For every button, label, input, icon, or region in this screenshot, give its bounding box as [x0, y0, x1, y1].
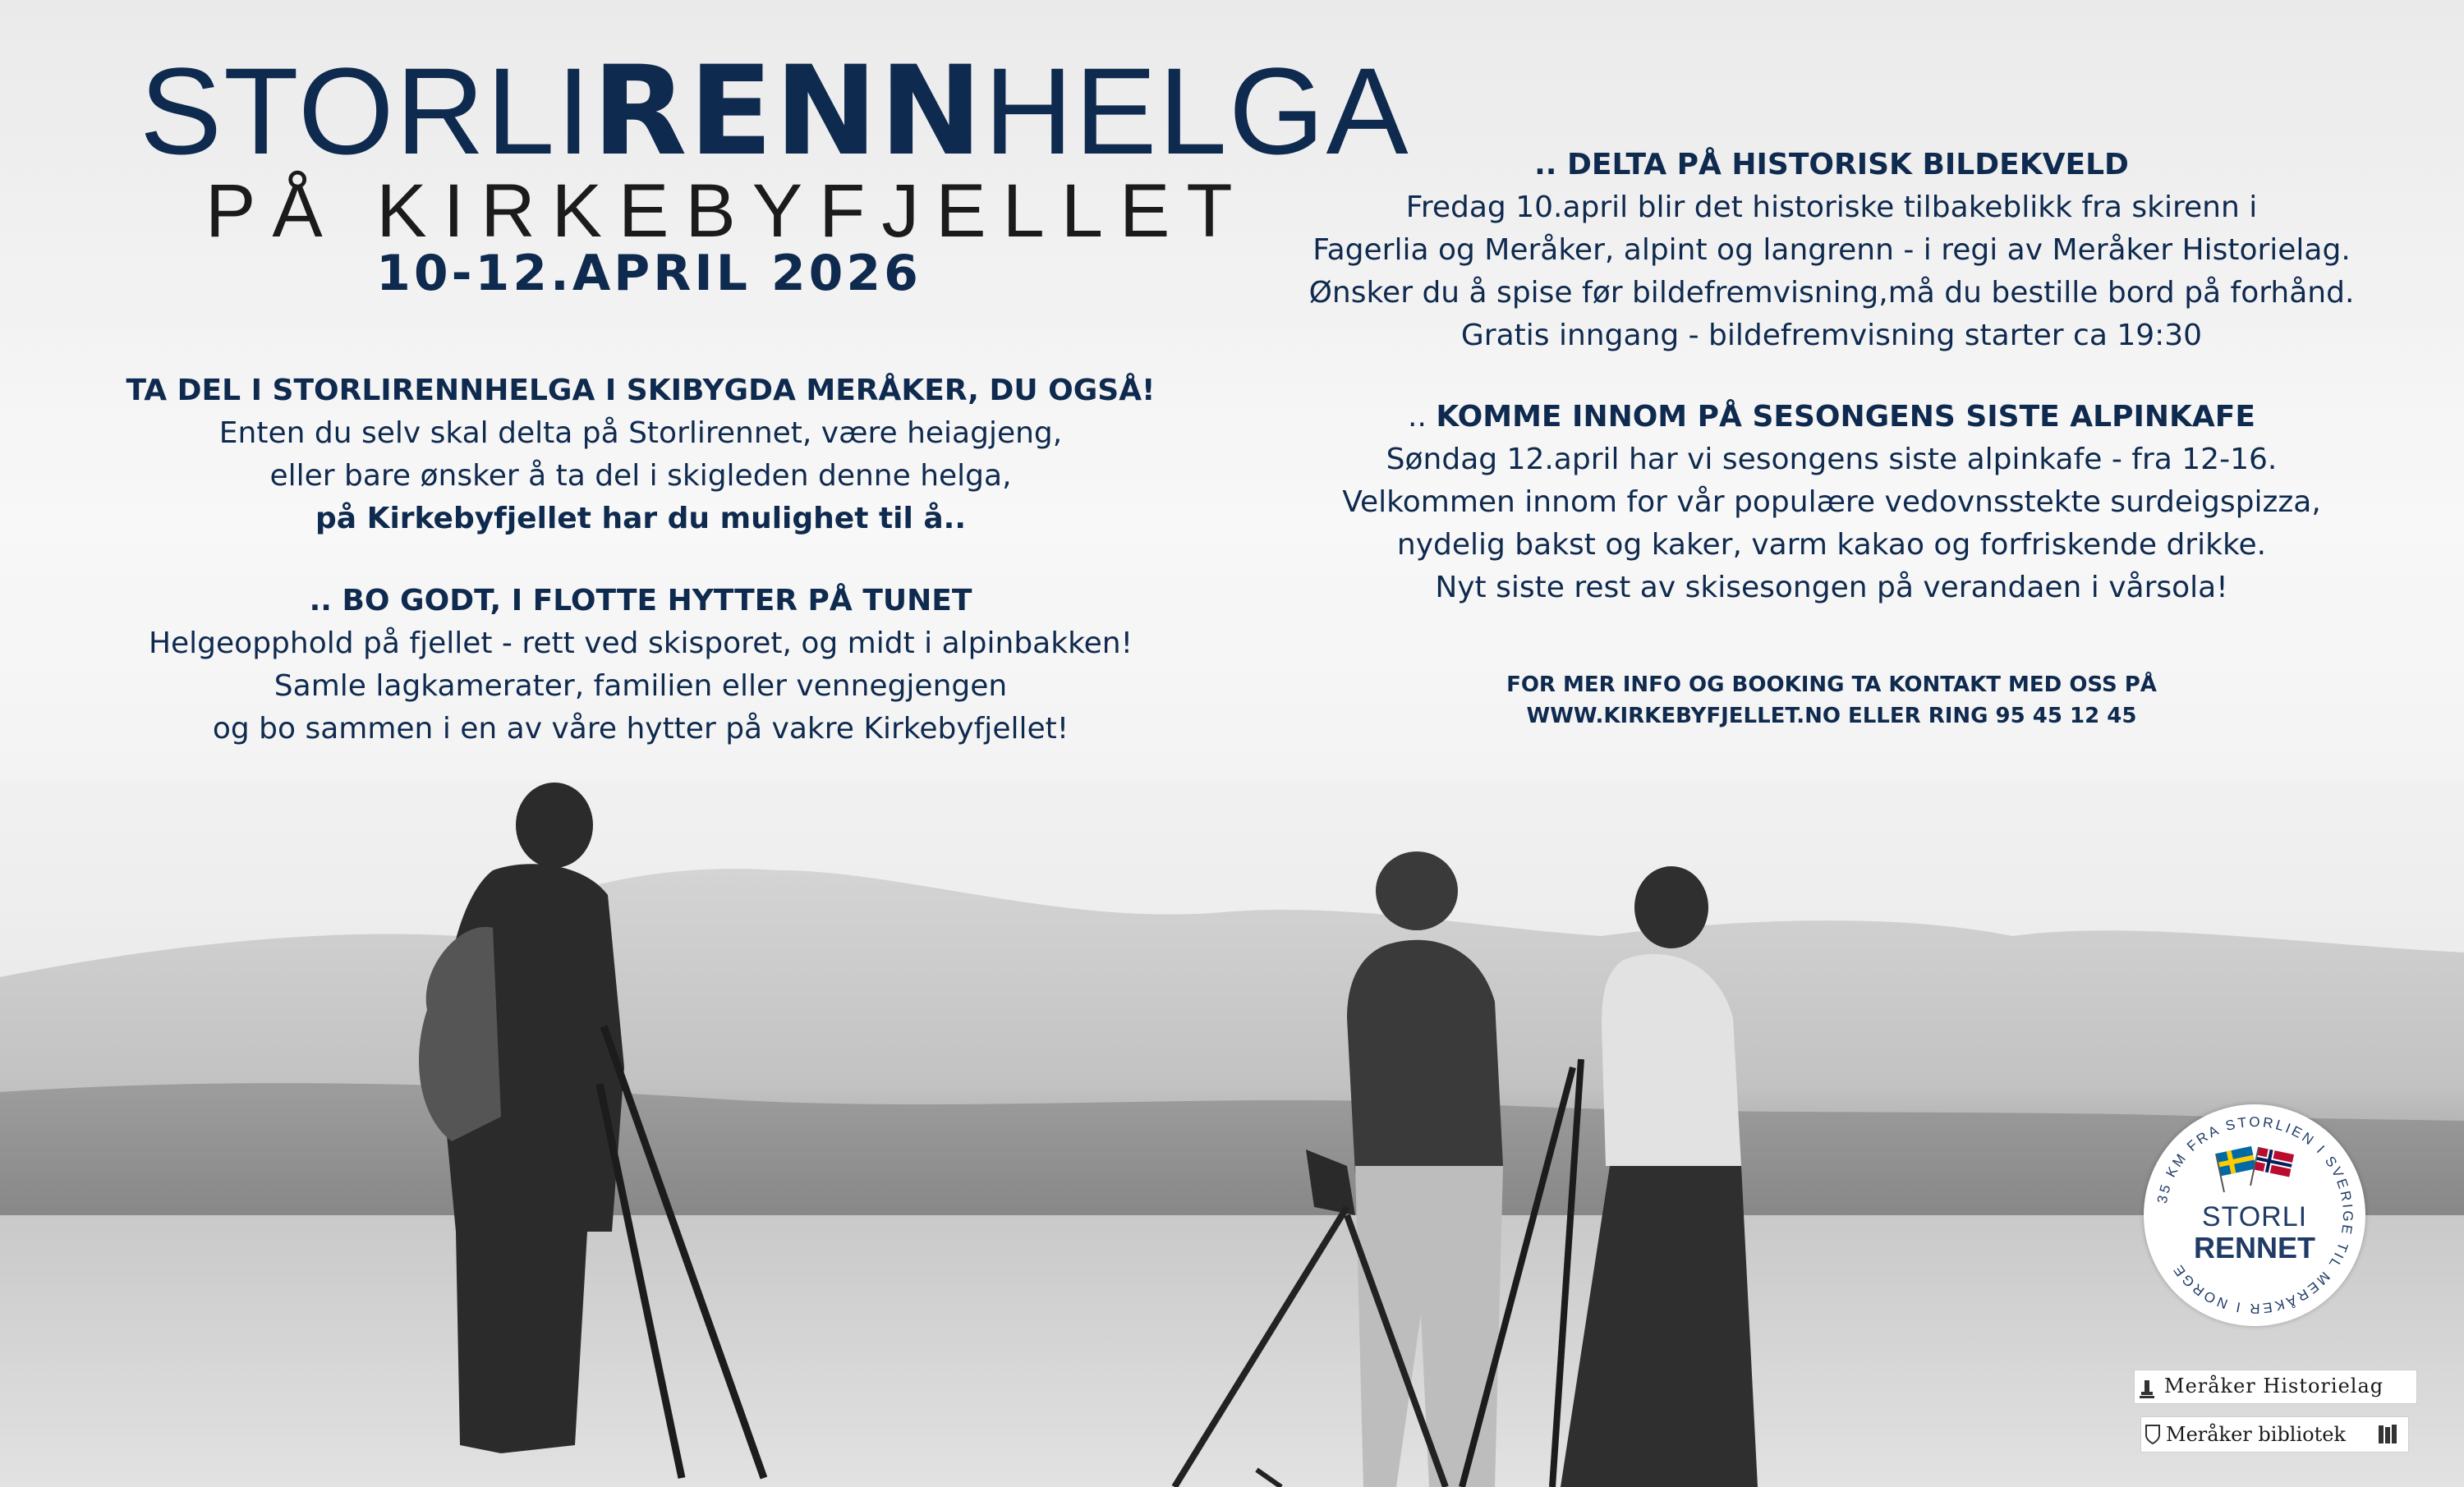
stay-line-1: Helgeopphold på fjellet - rett ved skisporet, og midt i alpinbakken!: [148, 626, 1133, 660]
badge-ring-text: 35 KM FRA STORLIEN I SVERIGE TIL MERÅKER I NORGE: [2154, 1113, 2356, 1317]
meraker-bibliotek-logo: [2140, 1416, 2409, 1453]
intro-heading: TA DEL I STORLIRENNHELGA I SKIBYGDA MERÅKER, DU OGSÅ!: [126, 374, 1156, 407]
event-title: [140, 40, 1410, 183]
badge-line-rennet: RENNET: [2193, 1231, 2315, 1264]
stay-section: [115, 580, 1166, 750]
bibliotek-label: Meråker bibliotek: [2166, 1423, 2346, 1446]
cafe-section: [1281, 396, 2382, 609]
contact-info: [1347, 669, 2316, 732]
title-part-storli: STORLI: [140, 42, 593, 180]
cafe-line-1: Søndag 12.april har vi sesongens siste alpinkafe - fra 12-16.: [1386, 443, 2278, 476]
cafe-heading-prefix: ..: [1408, 400, 1437, 434]
storlirennet-badge: [2144, 1104, 2365, 1326]
norway-flag-icon: [2250, 1147, 2294, 1193]
event-subtitle: PÅ KIRKEBYFJELLET: [205, 169, 1249, 253]
cafe-line-3: nydelig bakst og kaker, varm kakao og forfriskende drikke.: [1396, 528, 2267, 562]
contact-line-1: FOR MER INFO OG BOOKING TA KONTAKT MED OSS PÅ: [1506, 672, 2157, 697]
historielag-label: Meråker Historielag: [2164, 1375, 2384, 1398]
cafe-line-4: Nyt siste rest av skisesongen på verandaen i vårsola!: [1435, 571, 2228, 604]
title-part-renn: RENN: [592, 40, 985, 183]
photo-evening-line-2: Fagerlia og Meråker, alpint og langrenn - i regi av Meråker Historielag.: [1312, 233, 2351, 267]
photo-evening-section: [1281, 144, 2382, 357]
stay-line-3: og bo sammen i en av våre hytter på vakre Kirkebyfjellet!: [212, 712, 1069, 746]
intro-section: [115, 369, 1166, 540]
contact-line-2[interactable]: WWW.KIRKEBYFJELLET.NO ELLER RING 95 45 12 45: [1526, 704, 2137, 728]
books-icon: [2375, 1417, 2405, 1452]
cafe-line-2: Velkommen innom for vår populære vedovnsstekte surdeigspizza,: [1342, 485, 2321, 519]
stay-heading: .. BO GODT, I FLOTTE HYTTER PÅ TUNET: [309, 584, 972, 617]
photo-evening-line-1: Fredag 10.april blir det historiske tilbakeblikk fra skirenn i: [1405, 190, 2258, 224]
meraker-historielag-logo: [2134, 1370, 2417, 1404]
intro-line-3: på Kirkebyfjellet har du mulighet til å..: [315, 502, 967, 535]
badge-line-storli: STORLI: [2201, 1201, 2308, 1232]
title-part-helga: HELGA: [984, 42, 1410, 180]
stay-line-2: Samle lagkamerater, familien eller vennegjengen: [274, 669, 1008, 703]
historielag-emblem-icon: [2135, 1370, 2159, 1403]
photo-evening-heading: .. DELTA PÅ HISTORISK BILDEKVELD: [1534, 148, 2129, 181]
photo-evening-line-4: Gratis inngang - bildefremvisning starter ca 19:30: [1460, 319, 2203, 352]
intro-line-1: Enten du selv skal delta på Storlirennet, være heiagjeng,: [218, 416, 1063, 450]
cafe-heading: KOMME INNOM PÅ SESONGENS SISTE ALPINKAFE: [1436, 400, 2255, 434]
sweden-flag-icon: [2216, 1146, 2259, 1192]
photo-evening-line-3: Ønsker du å spise før bildefremvisning,må du bestille bord på forhånd.: [1308, 276, 2355, 310]
bibliotek-shield-icon: [2141, 1417, 2164, 1452]
cafe-heading-row: [1281, 396, 2382, 438]
event-date: 10-12.APRIL 2026: [376, 245, 922, 302]
intro-line-2: eller bare ønsker å ta del i skigleden denne helga,: [269, 459, 1012, 493]
